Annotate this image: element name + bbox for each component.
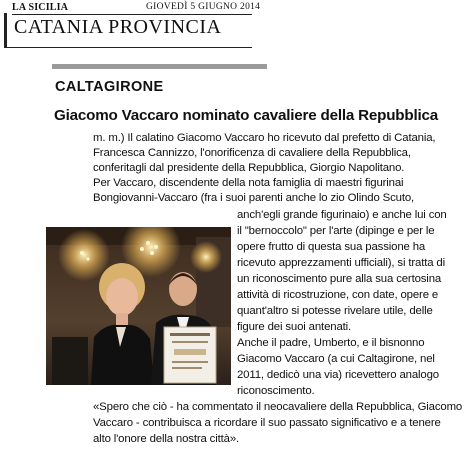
body-line: alto l'onore della nostra città». <box>93 433 240 445</box>
body-line: opere frutto di questa sua passione ha <box>237 241 426 253</box>
body-line: il "bernoccolo" per l'arte (dipinge e per le <box>237 225 435 237</box>
newspaper-name: LA SICILIA <box>12 2 69 13</box>
body-line: m. m.) Il calatino Giacomo Vaccaro ho ricevuto dal prefetto di Catania, <box>93 132 436 144</box>
body-line: riconoscimento. <box>237 385 315 397</box>
body-line: anch'egli grande figurinaio) e anche lui con <box>237 209 447 221</box>
body-line: attività di ricostruzione, con date, opere e <box>237 289 439 301</box>
section-marker <box>4 13 7 48</box>
body-line: Bongiovanni-Vaccaro (fra i suoi parenti anche lo zio Olindo Scuto, <box>93 192 415 204</box>
masthead-rule <box>12 14 252 15</box>
issue-date: GIOVEDÌ 5 GIUGNO 2014 <box>146 2 261 12</box>
body-line: «Spero che ciò - ha commentato il neocavaliere della Repubblica, Giacomo <box>93 401 463 413</box>
kicker-bar <box>52 64 267 69</box>
body-line: Francesca Cannizzo, l'onorificenza di cavaliere della Repubblica, <box>93 147 411 159</box>
body-line: 2011, dedicò una via) ricevettero analogo <box>237 369 439 381</box>
body-line: ricevuto apprezzamenti ufficiali), si tratta di <box>237 257 445 269</box>
body-line: figure dei suoi antenati. <box>237 321 352 333</box>
section-title: CATANIA PROVINCIA <box>14 16 222 38</box>
body-line: Vaccaro - contribuisca a ricordare il suo passato significativo e a tenere <box>93 417 441 429</box>
body-line: quant'altro si potesse rivelare utile, delle <box>237 305 433 317</box>
body-line: un riconoscimento pure alla sua certosina <box>237 273 442 285</box>
kicker: CALTAGIRONE <box>55 79 164 95</box>
body-line: conferitagli dal presidente della Repubblica, Giorgio Napolitano. <box>93 162 405 174</box>
section-rule <box>4 47 252 48</box>
body-line: Giacomo Vaccaro (a cui Caltagirone, nel <box>237 353 435 365</box>
headline: Giacomo Vaccaro nominato cavaliere della Repubblica <box>54 107 438 124</box>
body-line: Per Vaccaro, discendente della nota famiglia di maestri figurinai <box>93 177 404 189</box>
body-line: Anche il padre, Umberto, e il bisnonno <box>237 337 425 349</box>
article-photo <box>46 227 231 385</box>
